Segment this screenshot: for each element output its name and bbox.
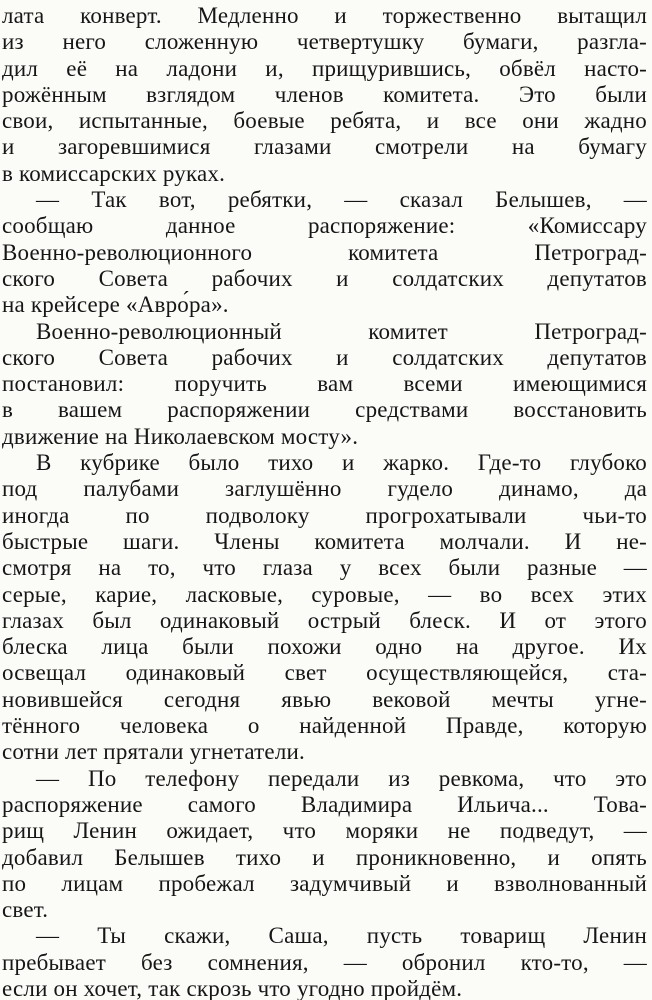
text-line: освещал одинаковый свет осуществляющейся, ста- [2,660,647,686]
text-line: и загоревшимися глазами смотрели на бумагу [2,134,647,160]
paragraph [2,3,647,187]
text-line: распоряжение самого Владимира Ильича... Това- [2,791,647,817]
text-line: иногда по подволоку прогрохатывали чьи-то [2,502,647,528]
text-line: из него сложенную четвертушку бумаги, разгла- [2,29,647,55]
paragraph [2,319,647,450]
text-line: Военно-революционный комитет Петроград- [36,318,647,344]
text-line: если он хочет, так скрозь что угодно пройдём. [2,975,463,1000]
text-line: ского Совета рабочих и солдатских депутатов [2,344,647,370]
paragraph [2,766,647,924]
text-line: свет. [2,897,49,923]
text-line: свои, испытанные, боевые ребята, и все они жадно [2,108,647,134]
text-line: ского Совета рабочих и солдатских депутатов [2,265,647,291]
text-line: тённого человека о найденной Правде, которую [2,713,647,739]
text-line: по лицам пробежал задумчивый и взволнованный [2,870,647,896]
text-line: постановил: поручить вам всеми имеющимися [2,371,647,397]
text-line: глазах был одинаковый острый блеск. И от этого [2,607,647,633]
text-line: — По телефону передали из ревкома, что это [36,765,647,791]
text-line: новившейся сегодня явью вековой мечты угне- [2,686,647,712]
text-line: рищ Ленин ожидает, что моряки не подведут, — [2,818,647,844]
paragraph [2,450,647,766]
text-line: в вашем распоряжении средствами восстановить [2,397,647,423]
text-line: пребывает без сомнения, — обронил кто-то, — [2,949,647,975]
text-line: лата конверт. Медленно и торжественно вытащил [2,3,647,28]
text-line: смотря на то, что глаза у всех были разные — [2,555,647,581]
text-line: в комиссарских руках. [2,160,226,186]
text-line: под палубами заглушённо гудело динамо, да [2,476,647,502]
text-line: рожённым взглядом членов комитета. Это были [2,81,647,107]
text-line: сотни лет прятали угнетатели. [2,739,305,765]
text-line: быстрые шаги. Члены комитета молчали. И не- [2,528,647,554]
paragraph [2,187,647,318]
text-line: серые, карие, ласковые, суровые, — во всех этих [2,581,647,607]
text-line: сообщаю данное распоряжение: «Комиссару [2,213,647,239]
text-line: на крейсере «Авро́ра». [2,292,229,318]
text-line: добавил Белышев тихо и проникновенно, и опять [2,844,647,870]
text-line: Военно-революционного комитета Петроград- [2,239,647,265]
text-line: В кубрике было тихо и жарко. Где-то глубоко [36,450,647,476]
paragraph [2,923,647,1000]
text-line: дил её на ладони и, прищурившись, обвёл насто- [2,55,647,81]
page-text [2,3,647,1000]
text-line: — Ты скажи, Саша, пусть товарищ Ленин [36,923,647,949]
text-line: движение на Николаевском мосту». [2,423,359,449]
text-line: — Так вот, ребятки, — сказал Белышев, — [36,187,647,213]
text-line: блеска лица были похожи одно на другое. Их [2,634,647,660]
